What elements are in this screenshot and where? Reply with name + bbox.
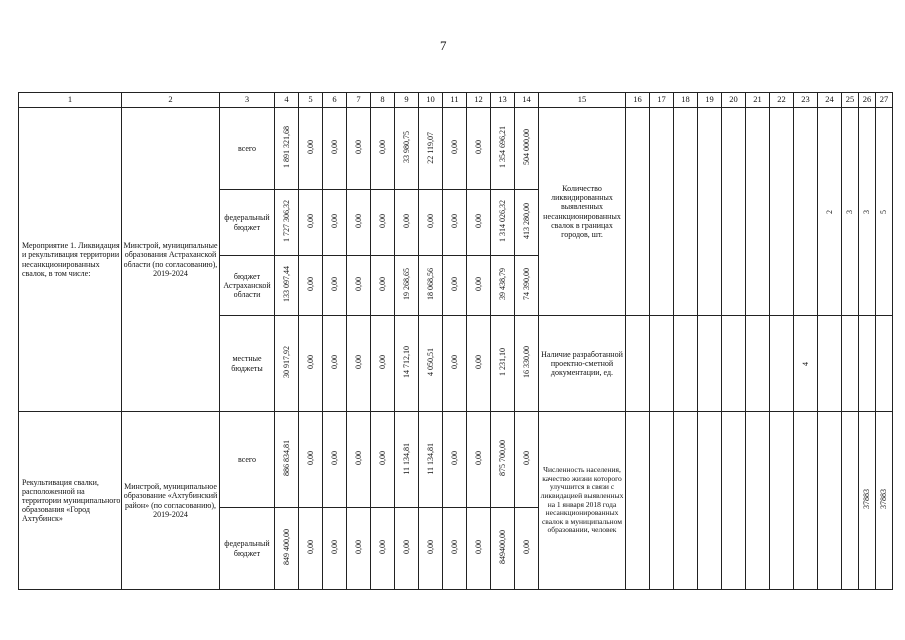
- indicator-value: 3: [859, 108, 876, 316]
- value-cell: 11 134,81: [419, 412, 443, 508]
- value-cell: 0,00: [347, 108, 371, 190]
- value-cell: 33 980,75: [395, 108, 419, 190]
- value-cell: 14 712,10: [395, 316, 419, 412]
- value-cell: 19 268,65: [395, 256, 419, 316]
- value-cell: 0,00: [395, 190, 419, 256]
- value-cell: 0,00: [299, 316, 323, 412]
- col-header: 25: [842, 93, 859, 108]
- col-header: 8: [371, 93, 395, 108]
- indicator-cell: [746, 412, 770, 590]
- col-header: 20: [722, 93, 746, 108]
- measure-executor: Минстрой, муниципальные образования Астраханской области (по согласованию), 2019-2024: [122, 108, 220, 412]
- col-header: 5: [299, 93, 323, 108]
- value-cell: 1 891 321,68: [275, 108, 299, 190]
- indicator-cell: [626, 108, 650, 316]
- value-cell: 0,00: [347, 316, 371, 412]
- measure-title: Рекультивация свалки, расположенной на территории муниципального образования «Город Ахтубинск»: [19, 412, 122, 590]
- value-cell: 0,00: [299, 508, 323, 590]
- value-cell: 22 119,07: [419, 108, 443, 190]
- col-header: 13: [491, 93, 515, 108]
- indicator-cell: [698, 108, 722, 316]
- value-cell: 0,00: [299, 412, 323, 508]
- measure-executor: Минстрой, муниципальное образование «Ахтубинский район» (по согласованию), 2019-2024: [122, 412, 220, 590]
- value-cell: 0,00: [299, 256, 323, 316]
- value-cell: 0,00: [347, 412, 371, 508]
- col-header: 19: [698, 93, 722, 108]
- indicator-cell: [770, 316, 794, 412]
- col-header: 12: [467, 93, 491, 108]
- col-header: 14: [515, 93, 539, 108]
- col-header: 7: [347, 93, 371, 108]
- value-cell: 0,00: [443, 412, 467, 508]
- value-cell: 0,00: [371, 256, 395, 316]
- indicator-value: 5: [876, 108, 893, 316]
- indicator-cell: [770, 412, 794, 590]
- indicator-cell: [859, 316, 876, 412]
- col-header: 26: [859, 93, 876, 108]
- indicator-cell: [794, 412, 818, 590]
- value-cell: 0,00: [419, 190, 443, 256]
- col-header: 4: [275, 93, 299, 108]
- indicator-cell: [770, 108, 794, 316]
- value-cell: 0,00: [371, 108, 395, 190]
- value-cell: 0,00: [443, 256, 467, 316]
- funding-source: всего: [220, 108, 275, 190]
- value-cell: 0,00: [467, 508, 491, 590]
- col-header: 15: [539, 93, 626, 108]
- program-table: [18, 92, 893, 590]
- value-cell: 0,00: [347, 508, 371, 590]
- indicator-cell: [722, 108, 746, 316]
- value-cell: 413 280,00: [515, 190, 539, 256]
- value-cell: 0,00: [371, 412, 395, 508]
- value-cell: 0,00: [347, 190, 371, 256]
- indicator-value: 37883: [876, 412, 893, 590]
- indicator-cell: [746, 108, 770, 316]
- value-cell: 0,00: [467, 190, 491, 256]
- value-cell: 1 314 026,32: [491, 190, 515, 256]
- col-header: 22: [770, 93, 794, 108]
- value-cell: 0,00: [467, 108, 491, 190]
- value-cell: 0,00: [347, 256, 371, 316]
- indicator-cell: [650, 108, 674, 316]
- value-cell: 0,00: [371, 190, 395, 256]
- value-cell: 504 000,00: [515, 108, 539, 190]
- col-header: 23: [794, 93, 818, 108]
- value-cell: 1 354 696,21: [491, 108, 515, 190]
- value-cell: 1 727 306,32: [275, 190, 299, 256]
- value-cell: 18 068,56: [419, 256, 443, 316]
- value-cell: 0,00: [323, 508, 347, 590]
- col-header: 11: [443, 93, 467, 108]
- col-header: 18: [674, 93, 698, 108]
- funding-source: местные бюджеты: [220, 316, 275, 412]
- value-cell: 849400,00: [491, 508, 515, 590]
- indicator-cell: [698, 316, 722, 412]
- col-header: 3: [220, 93, 275, 108]
- indicator-cell: [794, 108, 818, 316]
- col-header: 17: [650, 93, 674, 108]
- value-cell: 0,00: [395, 508, 419, 590]
- col-header: 16: [626, 93, 650, 108]
- indicator-cell: [722, 316, 746, 412]
- indicator-label: Количество ликвидированных выявленных несанкционированных свалок в границах городов, шт.: [539, 108, 626, 316]
- measure-title: Мероприятие 1. Ликвидация и рекультивация территории несанкционированных свалок, в том числе:: [19, 108, 122, 412]
- col-header: 1: [19, 93, 122, 108]
- indicator-cell: [626, 316, 650, 412]
- value-cell: 1 231,10: [491, 316, 515, 412]
- indicator-cell: [746, 316, 770, 412]
- value-cell: 0,00: [443, 508, 467, 590]
- funding-source: всего: [220, 412, 275, 508]
- value-cell: 0,00: [443, 316, 467, 412]
- value-cell: 4 050,51: [419, 316, 443, 412]
- indicator-cell: [626, 412, 650, 590]
- value-cell: 30 917,92: [275, 316, 299, 412]
- value-cell: 0,00: [419, 508, 443, 590]
- value-cell: 886 834,81: [275, 412, 299, 508]
- value-cell: 875 700,00: [491, 412, 515, 508]
- col-header: 9: [395, 93, 419, 108]
- col-header: 6: [323, 93, 347, 108]
- table-row: [19, 412, 893, 508]
- value-cell: 0,00: [323, 108, 347, 190]
- indicator-cell: [842, 316, 859, 412]
- indicator-cell: [650, 412, 674, 590]
- value-cell: 0,00: [467, 412, 491, 508]
- value-cell: 849 400,00: [275, 508, 299, 590]
- value-cell: 11 134,81: [395, 412, 419, 508]
- col-header: 27: [876, 93, 893, 108]
- indicator-value: 3: [842, 108, 859, 316]
- indicator-cell: [674, 412, 698, 590]
- indicator-cell: [818, 316, 842, 412]
- col-header: 2: [122, 93, 220, 108]
- funding-source: бюджет Астраханской области: [220, 256, 275, 316]
- value-cell: 0,00: [371, 508, 395, 590]
- value-cell: 0,00: [443, 108, 467, 190]
- indicator-cell: [650, 316, 674, 412]
- indicator-value: 37883: [859, 412, 876, 590]
- col-header: 21: [746, 93, 770, 108]
- indicator-cell: [842, 412, 859, 590]
- value-cell: 0,00: [467, 256, 491, 316]
- indicator-cell: [698, 412, 722, 590]
- funding-source: федеральный бюджет: [220, 190, 275, 256]
- header-row: [19, 93, 893, 108]
- value-cell: 0,00: [443, 190, 467, 256]
- indicator-value: 4: [794, 316, 818, 412]
- value-cell: 16 330,00: [515, 316, 539, 412]
- indicator-label: Наличие разработанной проектно-сметной документации, ед.: [539, 316, 626, 412]
- col-header: 24: [818, 93, 842, 108]
- page-number: 7: [440, 38, 447, 53]
- value-cell: 0,00: [515, 412, 539, 508]
- indicator-cell: [674, 316, 698, 412]
- indicator-value: 2: [818, 108, 842, 316]
- value-cell: 0,00: [467, 316, 491, 412]
- indicator-cell: [722, 412, 746, 590]
- value-cell: 74 390,00: [515, 256, 539, 316]
- value-cell: 0,00: [323, 190, 347, 256]
- funding-source: федеральный бюджет: [220, 508, 275, 590]
- value-cell: 0,00: [299, 108, 323, 190]
- table-row: [19, 108, 893, 190]
- indicator-cell: [876, 316, 893, 412]
- indicator-cell: [674, 108, 698, 316]
- indicator-label: Численность населения, качество жизни которого улучшится в связи с ликвидацией выявленных на 1 января 2018 года несанкционированных свалок в муниципальном образовании, человек: [539, 412, 626, 590]
- value-cell: 133 097,44: [275, 256, 299, 316]
- value-cell: 0,00: [515, 508, 539, 590]
- value-cell: 39 438,79: [491, 256, 515, 316]
- indicator-cell: [818, 412, 842, 590]
- value-cell: 0,00: [323, 256, 347, 316]
- col-header: 10: [419, 93, 443, 108]
- value-cell: 0,00: [323, 412, 347, 508]
- value-cell: 0,00: [371, 316, 395, 412]
- value-cell: 0,00: [299, 190, 323, 256]
- value-cell: 0,00: [323, 316, 347, 412]
